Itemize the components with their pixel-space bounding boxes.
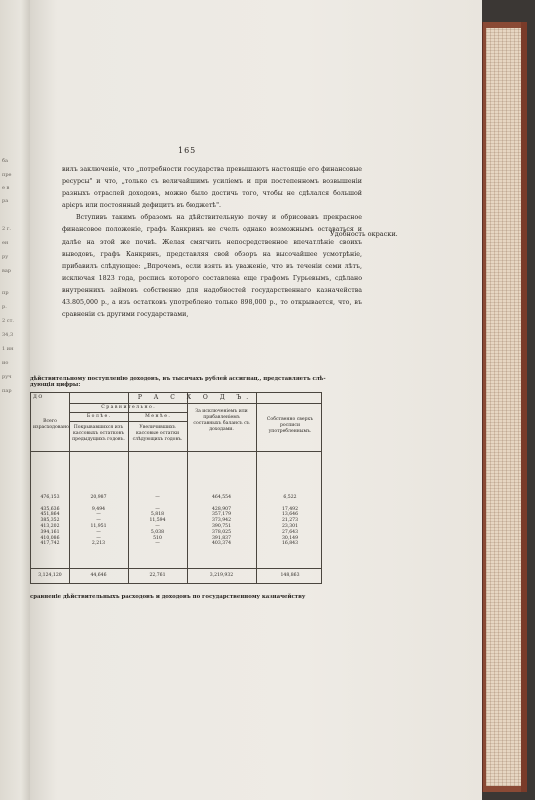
column-more-values	[71, 495, 126, 547]
table-cell: —	[96, 535, 101, 541]
body-text	[62, 164, 362, 321]
table-cell: —	[96, 512, 101, 518]
row-divider	[69, 421, 187, 422]
row-divider	[31, 568, 322, 569]
table-caption-line: дующія цифры:	[30, 382, 81, 388]
header-balance-net: За исключеніемъ или прибавленіемъ составныхъ балансъ съ доходами.	[193, 409, 250, 432]
left-page-fragment: пр	[2, 290, 9, 296]
header-more: Б о л ѣ е .	[86, 414, 111, 419]
table-cell: 413,202	[40, 523, 60, 529]
table-cell: 5,818	[150, 512, 165, 518]
table-cell: 451,864	[40, 512, 60, 518]
table-cell: 391,837	[212, 535, 231, 541]
table-cell: 21,273	[281, 518, 299, 524]
table-cell: 5,038	[150, 529, 165, 535]
left-page-fragment: 2 ст.	[2, 318, 14, 324]
sum-less: 22,761	[149, 573, 166, 578]
table-footer-caption: сравненіе дѣйствительныхъ расходовъ и доходовъ по государственному казначейству	[30, 594, 306, 600]
header-less: М е н ѣ е .	[145, 414, 170, 419]
table-cell: 373,942	[212, 518, 231, 524]
left-page-fragment: 1 ин	[2, 346, 14, 352]
table-cell: 378,025	[212, 529, 231, 535]
table-fragment: Д О	[33, 395, 43, 400]
header-comparison: С р а в н и т е л ь н о .	[101, 405, 155, 410]
table-cell: 510	[153, 535, 162, 541]
table-cell: 435,636	[40, 506, 60, 512]
table-cell: 417,742	[40, 541, 60, 547]
left-page-fragment: е в	[2, 185, 10, 191]
left-facing-page	[0, 0, 30, 800]
table-caption	[30, 376, 330, 388]
table-cell: —	[96, 529, 101, 535]
table-cell: —	[155, 523, 160, 529]
table-cell: 27,643	[281, 529, 299, 535]
column-deficit-values	[189, 495, 254, 547]
table-cell: 476,153	[40, 495, 60, 500]
table-cell: 23,301	[281, 523, 299, 529]
book-page	[30, 0, 482, 800]
column-divider	[256, 393, 257, 583]
left-page-fragment: ба	[2, 158, 8, 164]
table-cell: 2,213	[91, 541, 106, 547]
row-divider	[31, 451, 322, 452]
table-cell: 16,843	[281, 541, 299, 547]
table-cell: 464,554	[212, 495, 231, 500]
left-page-fragment: ен	[2, 240, 9, 246]
table-cell: 410,086	[40, 535, 60, 541]
table-cell: —	[155, 506, 160, 512]
table-cell: —	[96, 518, 101, 524]
table-cell: 30,149	[281, 535, 299, 541]
table-cell: 403,374	[212, 541, 231, 547]
column-divider	[187, 393, 188, 583]
table-cell: —	[155, 541, 160, 547]
left-page-fragment: ру	[2, 254, 9, 260]
left-page-fragment: ра	[2, 198, 9, 204]
table-cell: 6,522	[283, 495, 297, 500]
column-less-values	[130, 495, 185, 547]
sum-total: 3,124,120	[38, 573, 62, 578]
margin-note: Удобность окраски.	[330, 230, 398, 238]
left-page-fragment: 34,3	[2, 332, 14, 338]
page-number: 165	[178, 146, 197, 155]
book-cover-edge	[521, 22, 527, 792]
column-own-values	[259, 495, 321, 547]
left-page-fragment: руч	[2, 374, 12, 380]
column-total-values	[33, 495, 67, 547]
table-cell: 9,494	[91, 506, 106, 512]
sum-deficit: 3,219,932	[209, 573, 234, 578]
table-caption-line: дѣйствительному поступленію доходовъ, въ тысячахъ рублей ассигнац., представляетъ слѣ-	[30, 376, 326, 382]
left-page-fragment: р.	[2, 304, 7, 310]
left-page-fragment: пре	[2, 172, 12, 178]
header-above-budget: Собственно сверхъ росписи употребленнымъ.	[266, 417, 314, 434]
header-expenses: Р А С Х О Д Ъ.	[137, 394, 254, 401]
table-cell: 390,751	[212, 523, 231, 529]
sum-own: 148,863	[280, 573, 300, 578]
table-cell: 428,907	[212, 506, 231, 512]
paragraph: вилъ заключеніе, что „потребности государства превышаютъ настоящіе его финансовые ресурсы" и что, „только съ величайшимъ усиліемъ и при постепенномъ возвышеніи разныхъ отраслей доходовъ, можно было достичь того, чтобы не сдѣлался большой арієръ или постоянный дефицитъ въ бюджетѣ".	[62, 166, 362, 210]
table-cell: 394,161	[40, 529, 60, 535]
header-increased-balances: Увеличившихъ кассовые остатки слѣдующихъ годовъ.	[132, 425, 183, 442]
table-cell: —	[155, 495, 160, 500]
header-total-spent: Всего израсходовано.	[33, 419, 71, 430]
table-cell: 17,492	[281, 506, 299, 512]
left-page-fragment: 2 г.	[2, 226, 11, 232]
page-block-edge	[486, 28, 522, 786]
table-cell: 11,951	[90, 523, 107, 529]
table-cell: 13,646	[281, 512, 299, 518]
left-page-fragment: ио	[2, 360, 9, 366]
row-divider	[69, 412, 187, 413]
book-edge	[482, 22, 527, 792]
table-cell: 20,987	[90, 495, 107, 500]
table-cell: 385,352	[40, 518, 60, 524]
row-divider	[69, 403, 322, 404]
left-page-fragment: вар	[2, 268, 11, 274]
left-page-fragment: пар	[2, 388, 12, 394]
paragraph: Вступивъ такимъ образомъ на дѣйствительную почву и обрисовавъ прекрасное финансовое положеніе, графъ Канкринъ не счелъ однако возможнымъ оставаться и далѣе на этой же почвѣ. Желая смягчить непосредственное впечатлѣніе своихъ выводовъ, графъ Канкринъ, представляя свой обзоръ на высочайшее усмотрѣніе, прибавилъ слѣдующее: „Впрочемъ, если взять въ уваженіе, что въ теченіи семи лѣтъ, исключая 1823 года, роспись которого составлена еще графомъ Гурьевымъ, сдѣлано внутреннихъ займовъ собственно для надобностей государственнаго казначейства 43.805,000 р., а изъ остатковъ употреблено только 898,000 р., то открывается, что, въ сравненіи съ другими государствами,	[62, 214, 362, 319]
header-covered-by-balances: Покрывавшихся изъ кассовыхъ остатковъ предыдущихъ годовъ.	[72, 425, 125, 442]
expense-table	[30, 392, 322, 584]
table-cell: 357,179	[212, 512, 231, 518]
sum-more: 44,646	[90, 573, 107, 578]
table-cell: 11,594	[149, 518, 166, 524]
